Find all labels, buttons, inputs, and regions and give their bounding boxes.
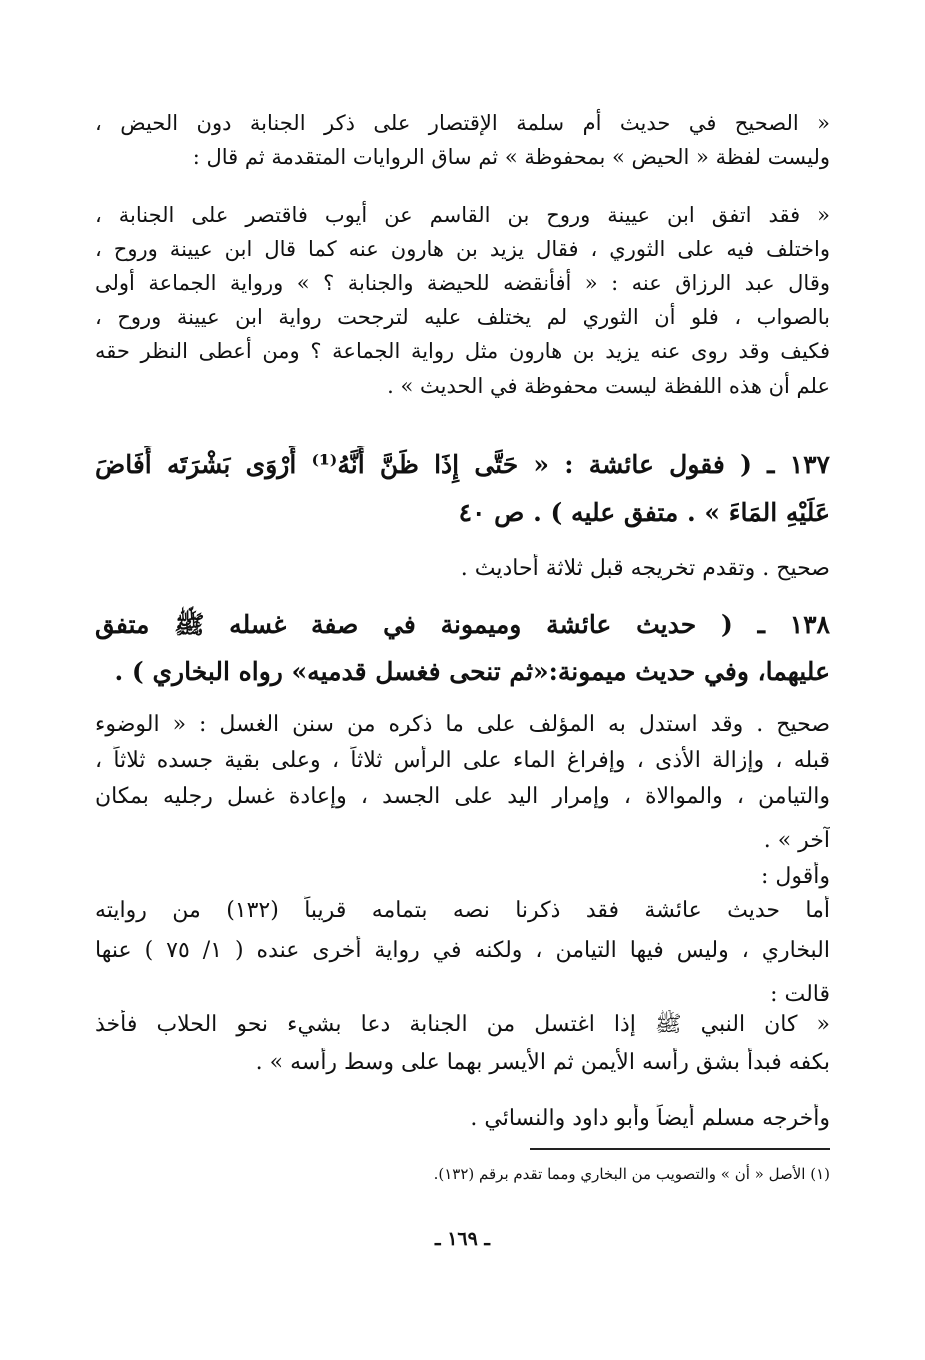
text-line: « كان النبي ﷺ إذا اغتسل من الجنابة دعا بشيء نحو الحلاب فأخذ — [95, 1012, 830, 1037]
text-line: أما حديث عائشة فقد ذكرنا نصه بتمامه قريباً (١٣٢) من روايته — [95, 898, 830, 923]
text-line: والتيامن ، والموالاة ، وإمرار اليد على الجسد ، وإعادة غسل رجليه بمكان — [95, 784, 830, 809]
text-line: صحيح . وقد استدل به المؤلف على ما ذكره من سنن الغسل : « الوضوء — [95, 712, 830, 737]
text-line: قبله ، وإزالة الأذى ، وإفراغ الماء على الرأس ثلاثاً ، وعلى بقية جسده ثلاثاً ، — [95, 748, 830, 773]
hadith-heading-line: عَلَيْهِ المَاءَ » . متفق عليه ) . ص ٤٠ — [458, 498, 830, 527]
text-line: بكفه فبدأ بشق رأسه الأيمن ثم الأيسر بهما على وسط رأسه » . — [255, 1050, 830, 1075]
hadith-heading-line: ١٣٨ ـ ( حديث عائشة وميمونة في صفة غسله ﷺ متفق — [95, 610, 830, 639]
text-line: « الصحيح في حديث أم سلمة الإقتصار على ذكر الجنابة دون الحيض ، — [95, 111, 830, 135]
page-number: ـ ١٦٩ ـ — [435, 1228, 490, 1250]
text-line: قالت : — [770, 982, 830, 1007]
footnote: (١) الأصل « أن » والتصويب من البخاري ومما تقدم برقم (١٣٢). — [433, 1165, 830, 1183]
footnote-divider — [530, 1148, 830, 1150]
text-line: وأقول : — [760, 864, 830, 889]
text-line: آخر » . — [763, 828, 830, 853]
text-line: البخاري ، وليس فيها التيامن ، ولكنه في رواية أخرى عنده ( ١/ ٧٥ ) عنها — [95, 938, 830, 963]
text-line: علم أن هذه اللفظة ليست محفوظة في الحديث » . — [387, 374, 830, 398]
hadith-heading-line: عليهما، وفي حديث ميمونة:«ثم تنحى فغسل قدميه» رواه البخاري ) . — [114, 657, 830, 686]
text-line: وقال عبد الرزاق عنه : « أفأنقضه للحيضة والجنابة ؟ » ورواية الجماعة أولى — [95, 271, 830, 295]
text-line: « فقد اتفق ابن عيينة وروح بن القاسم عن أيوب فاقتصر على الجنابة ، — [95, 203, 830, 227]
text-line: فكيف وقد روى عنه يزيد بن هارون مثل رواية الجماعة ؟ ومن أعطى النظر حقه — [95, 339, 830, 363]
hadith-heading-line: ١٣٧ ـ ( فقول عائشة : « حَتَّى إِذَا ظَنَّ أَنَّهُ⁽¹⁾ أَرْوَى بَشْرَتَه أَفَاضَ — [95, 450, 830, 479]
text-line: واختلف فيه على الثوري ، فقال يزيد بن هارون عنه كما قال ابن عيينة وروح ، — [95, 237, 830, 261]
text-line: بالصواب ، فلو أن الثوري لم يختلف عليه لترجحت رواية ابن عيينة وروح ، — [95, 305, 830, 329]
text-line: وليست لفظة « الحيض » بمحفوظة » ثم ساق الروايات المتقدمة ثم قال : — [192, 145, 830, 169]
text-line: وأخرجه مسلم أيضاً وأبو داود والنسائي . — [470, 1106, 830, 1131]
grading-line: صحيح . وتقدم تخريجه قبل ثلاثة أحاديث . — [460, 556, 830, 581]
